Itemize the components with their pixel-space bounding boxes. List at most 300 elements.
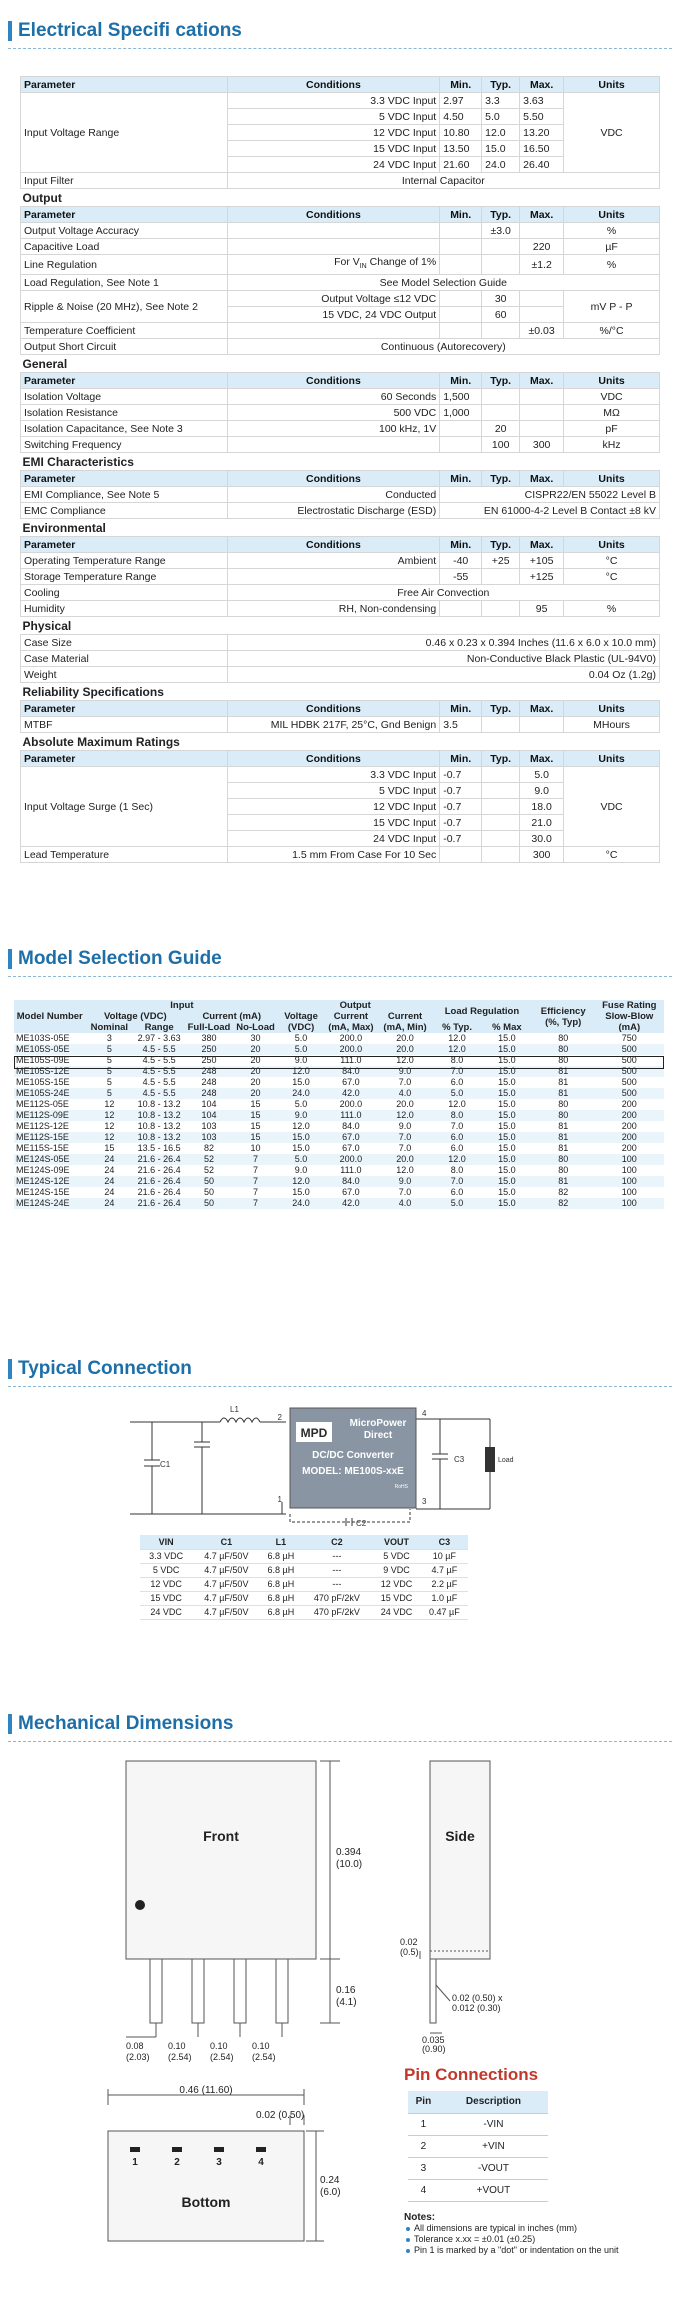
table-cell: 15.0 (482, 1110, 532, 1121)
table-cell: 4.7 µF/50V (192, 1605, 260, 1619)
table-cell: 100 (595, 1176, 664, 1187)
table-cell: 20 (233, 1088, 279, 1099)
label-l1: L1 (230, 1405, 239, 1414)
table-cell: 24.0 (278, 1198, 324, 1209)
pin-connections-table (408, 2091, 548, 2202)
label-c2: C2 (356, 1519, 367, 1528)
table-row: Output Short Circuit Continuous (Autorecovery) (21, 339, 660, 355)
table-cell: 15.0 (498, 1165, 516, 1175)
table-row: Line Regulation For $V_{IN}$ Change of 1% ±1.2 % (21, 255, 660, 275)
pin-number: 2 (174, 2157, 180, 2168)
table-cell: 15 (104, 1143, 115, 1153)
pin-label: 4 (422, 1409, 427, 1418)
table-row: Isolation Resistance 500 VDC 1,000 MΩ (21, 405, 660, 421)
note-item: Tolerance x.xx = ±0.01 (±0.25) (404, 2234, 619, 2245)
table-row (140, 1549, 468, 1563)
table-cell: 5.0 (432, 1198, 482, 1209)
table-cell: 20 (250, 1055, 261, 1065)
table-row: Storage Temperature Range -55 +125 °C (21, 569, 660, 585)
pin (276, 1959, 288, 2023)
table-cell: 80 (558, 1165, 569, 1175)
dim-height: 0.394 (336, 1847, 362, 1858)
table-cell: 250 (201, 1055, 217, 1065)
table-row (14, 1121, 664, 1132)
table-cell: 81 (532, 1066, 595, 1077)
table-cell: 42.0 (324, 1198, 378, 1209)
table-cell: 50 (203, 1187, 214, 1197)
pin1-dot (135, 1900, 145, 1910)
pin-label: 3 (422, 1497, 427, 1506)
dim-standoff-mm: (0.5) (400, 1947, 419, 1957)
divider (8, 1386, 672, 1387)
table-cell: 20 (250, 1077, 261, 1087)
dim-pitch: 0.10 (210, 2041, 228, 2051)
table-cell: 6.8 µH (260, 1563, 301, 1577)
table-row: 1 -VIN (408, 2113, 548, 2135)
table-cell: 100 (595, 1154, 664, 1165)
table-cell: 7.0 (398, 1187, 412, 1197)
table-row: 12 VDC Input 10.80 12.0 13.20 (21, 125, 660, 141)
table-row (14, 1110, 664, 1121)
table-cell: 15.0 (482, 1176, 532, 1187)
dim-mm: (2.54) (168, 2052, 192, 2062)
pin-number: 1 (132, 2157, 138, 2168)
table-cell: 12.0 (432, 1154, 482, 1165)
brand-name-2: Direct (363, 1430, 393, 1441)
table-cell: 9.0 (378, 1066, 432, 1077)
table-cell: 5 (86, 1044, 134, 1055)
table-cell: 24 VDC (372, 1605, 420, 1619)
table-cell: 20.0 (396, 1033, 414, 1043)
table-cell: 500 (595, 1066, 664, 1077)
table-cell: 4.0 (378, 1198, 432, 1209)
pin (150, 1959, 162, 2023)
electrical-spec-table (20, 76, 660, 863)
table-cell: 81 (532, 1132, 595, 1143)
table-row: 15 VDC Input -0.7 21.0 (21, 815, 660, 831)
table-header: Parameter Conditions Min. Typ. Max. Units (21, 77, 660, 93)
table-cell: 5 (86, 1066, 134, 1077)
side-label: Side (445, 1828, 475, 1844)
table-cell: 6.0 (432, 1132, 482, 1143)
subsection-title: Environmental (22, 520, 106, 535)
table-cell: 7 (233, 1176, 279, 1187)
table-header: Parameter Conditions Min. Typ. Max. Units (21, 373, 660, 389)
front-view (126, 1761, 316, 1959)
table-cell: 248 (201, 1077, 217, 1087)
table-cell: 8.0 (450, 1055, 464, 1065)
table-cell: 12.0 (432, 1044, 482, 1055)
subsection-title: General (22, 356, 68, 371)
table-cell: 12.0 (396, 1055, 414, 1065)
table-cell: 4.7 µF/50V (192, 1577, 260, 1591)
highlighted-row-box (14, 1056, 664, 1069)
table-row (140, 1605, 468, 1619)
table-row: 5 VDC Input -0.7 9.0 (21, 783, 660, 799)
table-cell: 200 (595, 1132, 664, 1143)
dim-depth-mm: (6.0) (320, 2187, 341, 2198)
table-cell: ME124S-09E (16, 1165, 70, 1175)
pin-number: 4 (258, 2157, 264, 2168)
table-cell: 67.0 (342, 1187, 360, 1197)
dim-height-mm: (10.0) (336, 1859, 363, 1870)
table-header: Pin Description (408, 2091, 548, 2113)
table-row: 24 VDC Input -0.7 30.0 (21, 831, 660, 847)
table-cell: 9.0 (294, 1165, 308, 1175)
divider (8, 48, 672, 49)
table-cell: 8.0 (450, 1165, 464, 1175)
table-cell: 12.0 (448, 1033, 466, 1043)
table-cell: 12 (86, 1110, 134, 1121)
table-cell: 103 (185, 1132, 233, 1143)
table-cell: 50 (185, 1176, 233, 1187)
table-cell: 7 (253, 1165, 259, 1175)
wire (416, 1419, 490, 1509)
table-cell: 24 (86, 1198, 134, 1209)
table-cell: 470 pF/2kV (301, 1605, 372, 1619)
table-row: Isolation Voltage 60 Seconds 1,500 VDC (21, 389, 660, 405)
table-cell: 7.0 (450, 1121, 464, 1131)
table-cell: ME105S-12E (14, 1066, 86, 1077)
table-cell: 80 (558, 1033, 569, 1043)
table-cell: 9.0 (378, 1176, 432, 1187)
table-cell: 5 (106, 1055, 112, 1065)
table-cell: 248 (185, 1088, 233, 1099)
table-row (14, 1154, 664, 1165)
dim-pin-offset: 0.08 (126, 2041, 144, 2051)
table-cell: 52 (203, 1165, 214, 1175)
dim-mm: (2.54) (210, 2052, 234, 2062)
table-cell: 81 (558, 1143, 569, 1153)
wire-c2 (290, 1509, 410, 1522)
table-cell: 7.0 (432, 1176, 482, 1187)
table-cell: 6.0 (450, 1077, 464, 1087)
table-cell: 24.0 (278, 1088, 324, 1099)
table-row: 2 +VIN (408, 2135, 548, 2157)
subsection-title: Reliability Specifications (22, 684, 164, 699)
table-cell: 100 (621, 1165, 637, 1175)
table-cell: 10 µF (421, 1549, 468, 1563)
table-cell: 1.0 µF (421, 1591, 468, 1605)
table-cell: 200 (621, 1099, 637, 1109)
table-row: 15 VDC, 24 VDC Output 60 (21, 307, 660, 323)
bottom-label: Bottom (181, 2194, 231, 2210)
table-cell: 250 (185, 1044, 233, 1055)
table-row: Input Voltage Surge (1 Sec) 3.3 VDC Input -0.7 5.0 VDC (21, 767, 660, 783)
table-cell: 13.5 - 16.5 (137, 1143, 181, 1153)
load-resistor (485, 1447, 495, 1472)
connection-table (140, 1535, 468, 1620)
table-cell: 6.8 µH (260, 1577, 301, 1591)
table-cell: 9.0 (398, 1121, 412, 1131)
table-row (14, 1033, 664, 1044)
table-cell: 21.6 - 26.4 (133, 1154, 185, 1165)
mechanical-dim-mm-row (100, 2052, 380, 2082)
pin-pad (214, 2147, 224, 2152)
table-cell: 10.8 - 13.2 (137, 1121, 181, 1131)
table-cell: 5.0 (294, 1033, 308, 1043)
note-item: All dimensions are typical in inches (mm) (404, 2223, 619, 2234)
table-row: Humidity RH, Non-condensing 95 % (21, 601, 660, 617)
table-cell: 20 (233, 1044, 279, 1055)
table-cell: 10.8 - 13.2 (133, 1110, 185, 1121)
table-cell: 7 (253, 1187, 259, 1197)
table-row: 24 VDC Input 21.60 24.0 26.40 (21, 157, 660, 173)
table-header: Parameter Conditions Min. Typ. Max. Units (21, 751, 660, 767)
table-cell: 20.0 (378, 1154, 432, 1165)
table-cell: 81 (532, 1176, 595, 1187)
table-cell: 7.0 (398, 1143, 412, 1153)
table-cell: 5 VDC (372, 1549, 420, 1563)
capacitor-c1b (194, 1422, 210, 1514)
table-cell: 248 (185, 1066, 233, 1077)
table-cell: 5 (106, 1077, 112, 1087)
table-cell: 80 (558, 1055, 569, 1065)
table-cell: 15.0 (292, 1077, 310, 1087)
table-cell: 100 (595, 1198, 664, 1209)
table-cell: 5.0 (294, 1099, 308, 1109)
table-row (14, 1099, 664, 1110)
dim-pin-section: 0.02 (0.50) x (452, 1993, 503, 2003)
table-cell: 5.0 (432, 1088, 482, 1099)
table-cell: 4.0 (378, 1088, 432, 1099)
table-cell: 200 (621, 1121, 637, 1131)
brand-name: MicroPower (349, 1418, 407, 1429)
table-cell: 15 (233, 1110, 279, 1121)
table-cell: 15.0 (498, 1187, 516, 1197)
section-title-electrical: Electrical Specifi cations (8, 20, 242, 42)
table-cell: 4.5 - 5.5 (142, 1077, 176, 1087)
dim-pitch: 0.10 (252, 2041, 270, 2051)
table-cell: 15.0 (498, 1121, 516, 1131)
table-cell: 82 (558, 1187, 569, 1197)
table-cell: 200 (595, 1110, 664, 1121)
table-row (14, 1176, 664, 1187)
table-cell: 15 (250, 1121, 261, 1131)
pin-label: 2 (277, 1413, 282, 1422)
dim-pin-width-mm: (0.90) (422, 2044, 446, 2054)
table-row: Capacitive Load 220 µF (21, 239, 660, 255)
notes (404, 2212, 619, 2256)
table-cell: 4.5 - 5.5 (133, 1088, 185, 1099)
table-cell: 15 (233, 1132, 279, 1143)
table-cell: 15.0 (482, 1088, 532, 1099)
table-row: EMI Compliance, See Note 5 Conducted CISPR22/EN 55022 Level B (21, 487, 660, 503)
table-cell: 80 (532, 1044, 595, 1055)
table-cell: 8.0 (432, 1110, 482, 1121)
table-cell: 20.0 (396, 1099, 414, 1109)
table-cell: 84.0 (342, 1121, 360, 1131)
table-cell: 470 pF/2kV (301, 1591, 372, 1605)
dimension-lines (306, 2131, 324, 2241)
table-cell: 9 VDC (372, 1563, 420, 1577)
table-cell: ME105S-05E (14, 1044, 86, 1055)
dim-pin-length: 0.16 (336, 1985, 356, 1996)
table-cell: 100 (621, 1187, 637, 1197)
table-row: 15 VDC Input 13.50 15.0 16.50 (21, 141, 660, 157)
table-header: Nominal Range Full-Load No-Load % Typ. % Max (14, 1022, 664, 1033)
table-cell: 15.0 (278, 1132, 324, 1143)
pin-number: 3 (216, 2157, 222, 2168)
table-cell: 84.0 (324, 1066, 378, 1077)
table-cell: 52 (185, 1154, 233, 1165)
table-cell: 500 (595, 1088, 664, 1099)
table-cell: --- (301, 1577, 372, 1591)
table-cell: ME105S-15E (16, 1077, 70, 1087)
table-header: Parameter Conditions Min. Typ. Max. Units (21, 701, 660, 717)
table-cell: 15.0 (498, 1077, 516, 1087)
table-cell: 103 (201, 1121, 217, 1131)
table-cell: 7.0 (432, 1066, 482, 1077)
label-c1: C1 (160, 1460, 171, 1469)
table-cell: 81 (558, 1077, 569, 1087)
table-cell: 5.0 (278, 1044, 324, 1055)
table-cell: 200 (621, 1143, 637, 1153)
table-row: EMC Compliance Electrostatic Discharge (ESD) EN 61000-4-2 Level B Contact ±8 kV (21, 503, 660, 519)
table-cell: 9.0 (278, 1110, 324, 1121)
table-cell: 12 VDC (140, 1577, 192, 1591)
table-row: Lead Temperature 1.5 mm From Case For 10 Sec 300 °C (21, 847, 660, 863)
table-cell: 500 (595, 1044, 664, 1055)
table-cell: 24 VDC (140, 1605, 192, 1619)
table-row (14, 1187, 664, 1198)
table-row: 4 +VOUT (408, 2179, 548, 2201)
table-header: Parameter Conditions Min. Typ. Max. Units (21, 537, 660, 553)
converter-label: DC/DC Converter (312, 1450, 394, 1461)
table-cell: 200.0 (339, 1033, 363, 1043)
table-cell: 4.7 µF/50V (192, 1591, 260, 1605)
table-row: Cooling Free Air Convection (21, 585, 660, 601)
table-row: Case Material Non-Conductive Black Plastic (UL-94V0) (21, 651, 660, 667)
table-cell: 10.8 - 13.2 (133, 1132, 185, 1143)
capacitor-c1 (144, 1422, 160, 1514)
table-cell: 200.0 (339, 1099, 363, 1109)
table-cell: ME105S-24E (14, 1088, 86, 1099)
divider (8, 976, 672, 977)
mechanical-front-side-drawing (100, 1755, 560, 2055)
section-title-mechanical: Mechanical Dimensions (8, 1713, 233, 1735)
mechanical-bottom-drawing (80, 2085, 380, 2255)
table-cell: ME124S-24E (14, 1198, 86, 1209)
table-cell: 15 VDC (140, 1591, 192, 1605)
table-row (14, 1198, 664, 1209)
table-cell: ME112S-05E (16, 1099, 69, 1109)
dim-edge: 0.02 (0.50) (256, 2110, 305, 2121)
pin-label: 1 (277, 1495, 282, 1504)
table-cell: ME115S-15E (16, 1143, 69, 1153)
table-cell: ME112S-09E (14, 1110, 86, 1121)
section-title-model: Model Selection Guide (8, 948, 222, 970)
side-pin (430, 1959, 436, 2023)
table-cell: 84.0 (324, 1176, 378, 1187)
table-cell: 500 (621, 1055, 637, 1065)
table-cell: 24 (86, 1176, 134, 1187)
table-cell: 200.0 (324, 1154, 378, 1165)
table-cell: 15.0 (482, 1066, 532, 1077)
table-cell: 24 (86, 1154, 134, 1165)
table-cell: 12.0 (396, 1165, 414, 1175)
table-cell: 82 (532, 1198, 595, 1209)
notes-title: Notes: (404, 2212, 436, 2223)
pin-connections-title: Pin Connections (404, 2065, 539, 2084)
table-cell: 80 (558, 1099, 569, 1109)
table-cell: 4.5 - 5.5 (133, 1044, 185, 1055)
table-cell: 5 (86, 1088, 134, 1099)
table-cell: --- (301, 1563, 372, 1577)
table-cell: 111.0 (340, 1165, 362, 1175)
table-header: Parameter Conditions Min. Typ. Max. Units (21, 471, 660, 487)
table-cell: 50 (185, 1198, 233, 1209)
table-cell: 21.6 - 26.4 (137, 1165, 181, 1175)
table-cell: 15 VDC (372, 1591, 420, 1605)
table-cell: 7.0 (398, 1077, 412, 1087)
table-cell: 15.0 (482, 1198, 532, 1209)
pin-pad (256, 2147, 266, 2152)
dim-pin-section-mm: 0.012 (0.30) (452, 2003, 501, 2013)
dim-standoff: 0.02 (400, 1937, 418, 1947)
table-cell: ME124S-12E (14, 1176, 86, 1187)
table-header: Parameter Conditions Min. Typ. Max. Units (21, 207, 660, 223)
table-cell: ME112S-15E (14, 1132, 86, 1143)
table-cell: 12 (104, 1121, 115, 1131)
table-cell: 750 (621, 1033, 637, 1043)
dimension-lines (126, 2023, 282, 2037)
table-row (140, 1591, 468, 1605)
table-row: MTBF MIL HDBK 217F, 25°C, Gnd Benign 3.5 MHours (21, 717, 660, 733)
subsection-title: EMI Characteristics (22, 454, 134, 469)
label-load: Load (498, 1457, 514, 1464)
table-cell: 15.0 (482, 1044, 532, 1055)
table-row (14, 1132, 664, 1143)
table-cell: 12 VDC (372, 1577, 420, 1591)
table-cell: 30 (250, 1033, 261, 1043)
dim-mm: (2.03) (126, 2052, 150, 2062)
dim-pitch: 0.10 (168, 2041, 186, 2051)
table-cell: 6.8 µH (260, 1549, 301, 1563)
table-cell: 42.0 (324, 1088, 378, 1099)
table-cell: 3 (106, 1033, 112, 1043)
table-cell: 20.0 (378, 1044, 432, 1055)
table-cell: 4.5 - 5.5 (142, 1055, 176, 1065)
table-cell: 21.6 - 26.4 (133, 1176, 185, 1187)
table-cell: 15.0 (498, 1033, 516, 1043)
table-cell: 15 (250, 1099, 261, 1109)
inductor-l1 (220, 1418, 260, 1422)
table-row: Output Voltage Accuracy ±3.0 % (21, 223, 660, 239)
dim-mm: (2.54) (252, 2052, 276, 2062)
side-dim-mm (420, 2044, 480, 2058)
table-cell: 15.0 (482, 1154, 532, 1165)
model-label: MODEL: ME100S-xxE (302, 1466, 404, 1477)
table-header: VIN C1 L1 C2 VOUT C3 (140, 1535, 468, 1549)
table-cell: 81 (558, 1121, 569, 1131)
table-cell: 200.0 (324, 1044, 378, 1055)
table-row: 12 VDC Input -0.7 18.0 (21, 799, 660, 815)
table-cell: 5.0 (278, 1154, 324, 1165)
table-cell: 10 (250, 1143, 261, 1153)
label-c3: C3 (454, 1455, 465, 1464)
table-cell: 7 (233, 1198, 279, 1209)
table-cell: 4.5 - 5.5 (133, 1066, 185, 1077)
table-cell: 12.0 (278, 1176, 324, 1187)
dimension-lines (320, 1761, 340, 2023)
table-row: Switching Frequency 100 300 kHz (21, 437, 660, 453)
table-row: Input Voltage Range 3.3 VDC Input 2.97 3.3 3.63 VDC (21, 93, 660, 109)
table-cell: 67.0 (342, 1143, 360, 1153)
table-cell: 104 (185, 1110, 233, 1121)
table-cell: 67.0 (342, 1077, 360, 1087)
table-header: Model Number Input Output Load Regulation Efficiency (%, Typ) Fuse Rating Slow-Blow (mA) (14, 1000, 664, 1011)
